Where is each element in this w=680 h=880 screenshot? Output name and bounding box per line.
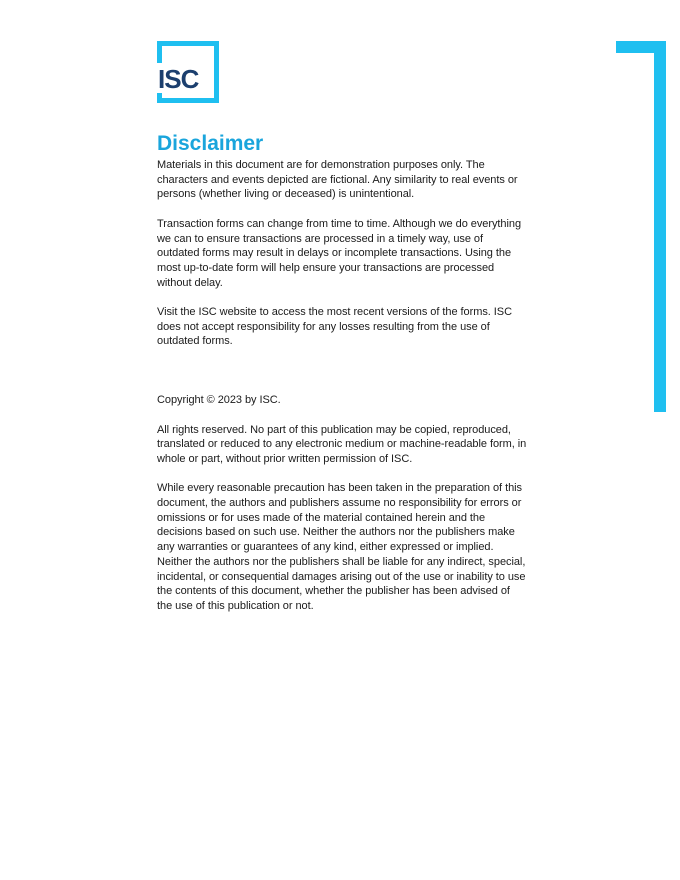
corner-bracket-side xyxy=(654,41,666,412)
page-title: Disclaimer xyxy=(157,132,264,155)
document-body xyxy=(157,131,527,614)
disclaimer-paragraph-3: Visit the ISC website to access the most recent versions of the forms. ISC does not accept responsibility for any losses resulting from the use of outdated forms. xyxy=(157,306,512,348)
decorative-corner-bracket xyxy=(616,41,666,412)
disclaimer-paragraph-2: Transaction forms can change from time to time. Although we do everything we can to ensure transactions are processed in a timely way, use of outdated forms may result in delays or incomplete transactions. Using the most up-to-date form will help ensure your transactions are processed without delay. xyxy=(157,217,522,289)
isc-logo xyxy=(157,41,219,103)
disclaimer-paragraph-1: Materials in this document are for demonstration purposes only. The characters and events depicted are fictional. Any similarity to real events or persons (whether living or deceased) is unintentional. xyxy=(157,159,518,201)
liability-paragraph: While every reasonable precaution has been taken in the preparation of this document, the authors and publishers assume no responsibility for errors or omissions or for uses made of the material contained herein and the decisions based on such use. Neither the authors nor the publishers make any warranties or guarantees of any kind, either expressed or implied. Neither the authors nor the publishers shall be liable for any indirect, special, incidental, or consequential damages arising out of the use or inability to use the contents of this document, whether the publisher has been advised of the use of this publication or not. xyxy=(157,482,526,612)
copyright-notice: Copyright © 2023 by ISC. xyxy=(157,394,281,407)
rights-reserved-paragraph: All rights reserved. No part of this publication may be copied, reproduced, translated or reduced to any electronic medium or machine-readable form, in whole or part, without prior written permission of ISC. xyxy=(157,423,527,465)
logo-wordmark: ISC xyxy=(158,64,199,94)
isc-logo-icon xyxy=(157,41,219,103)
